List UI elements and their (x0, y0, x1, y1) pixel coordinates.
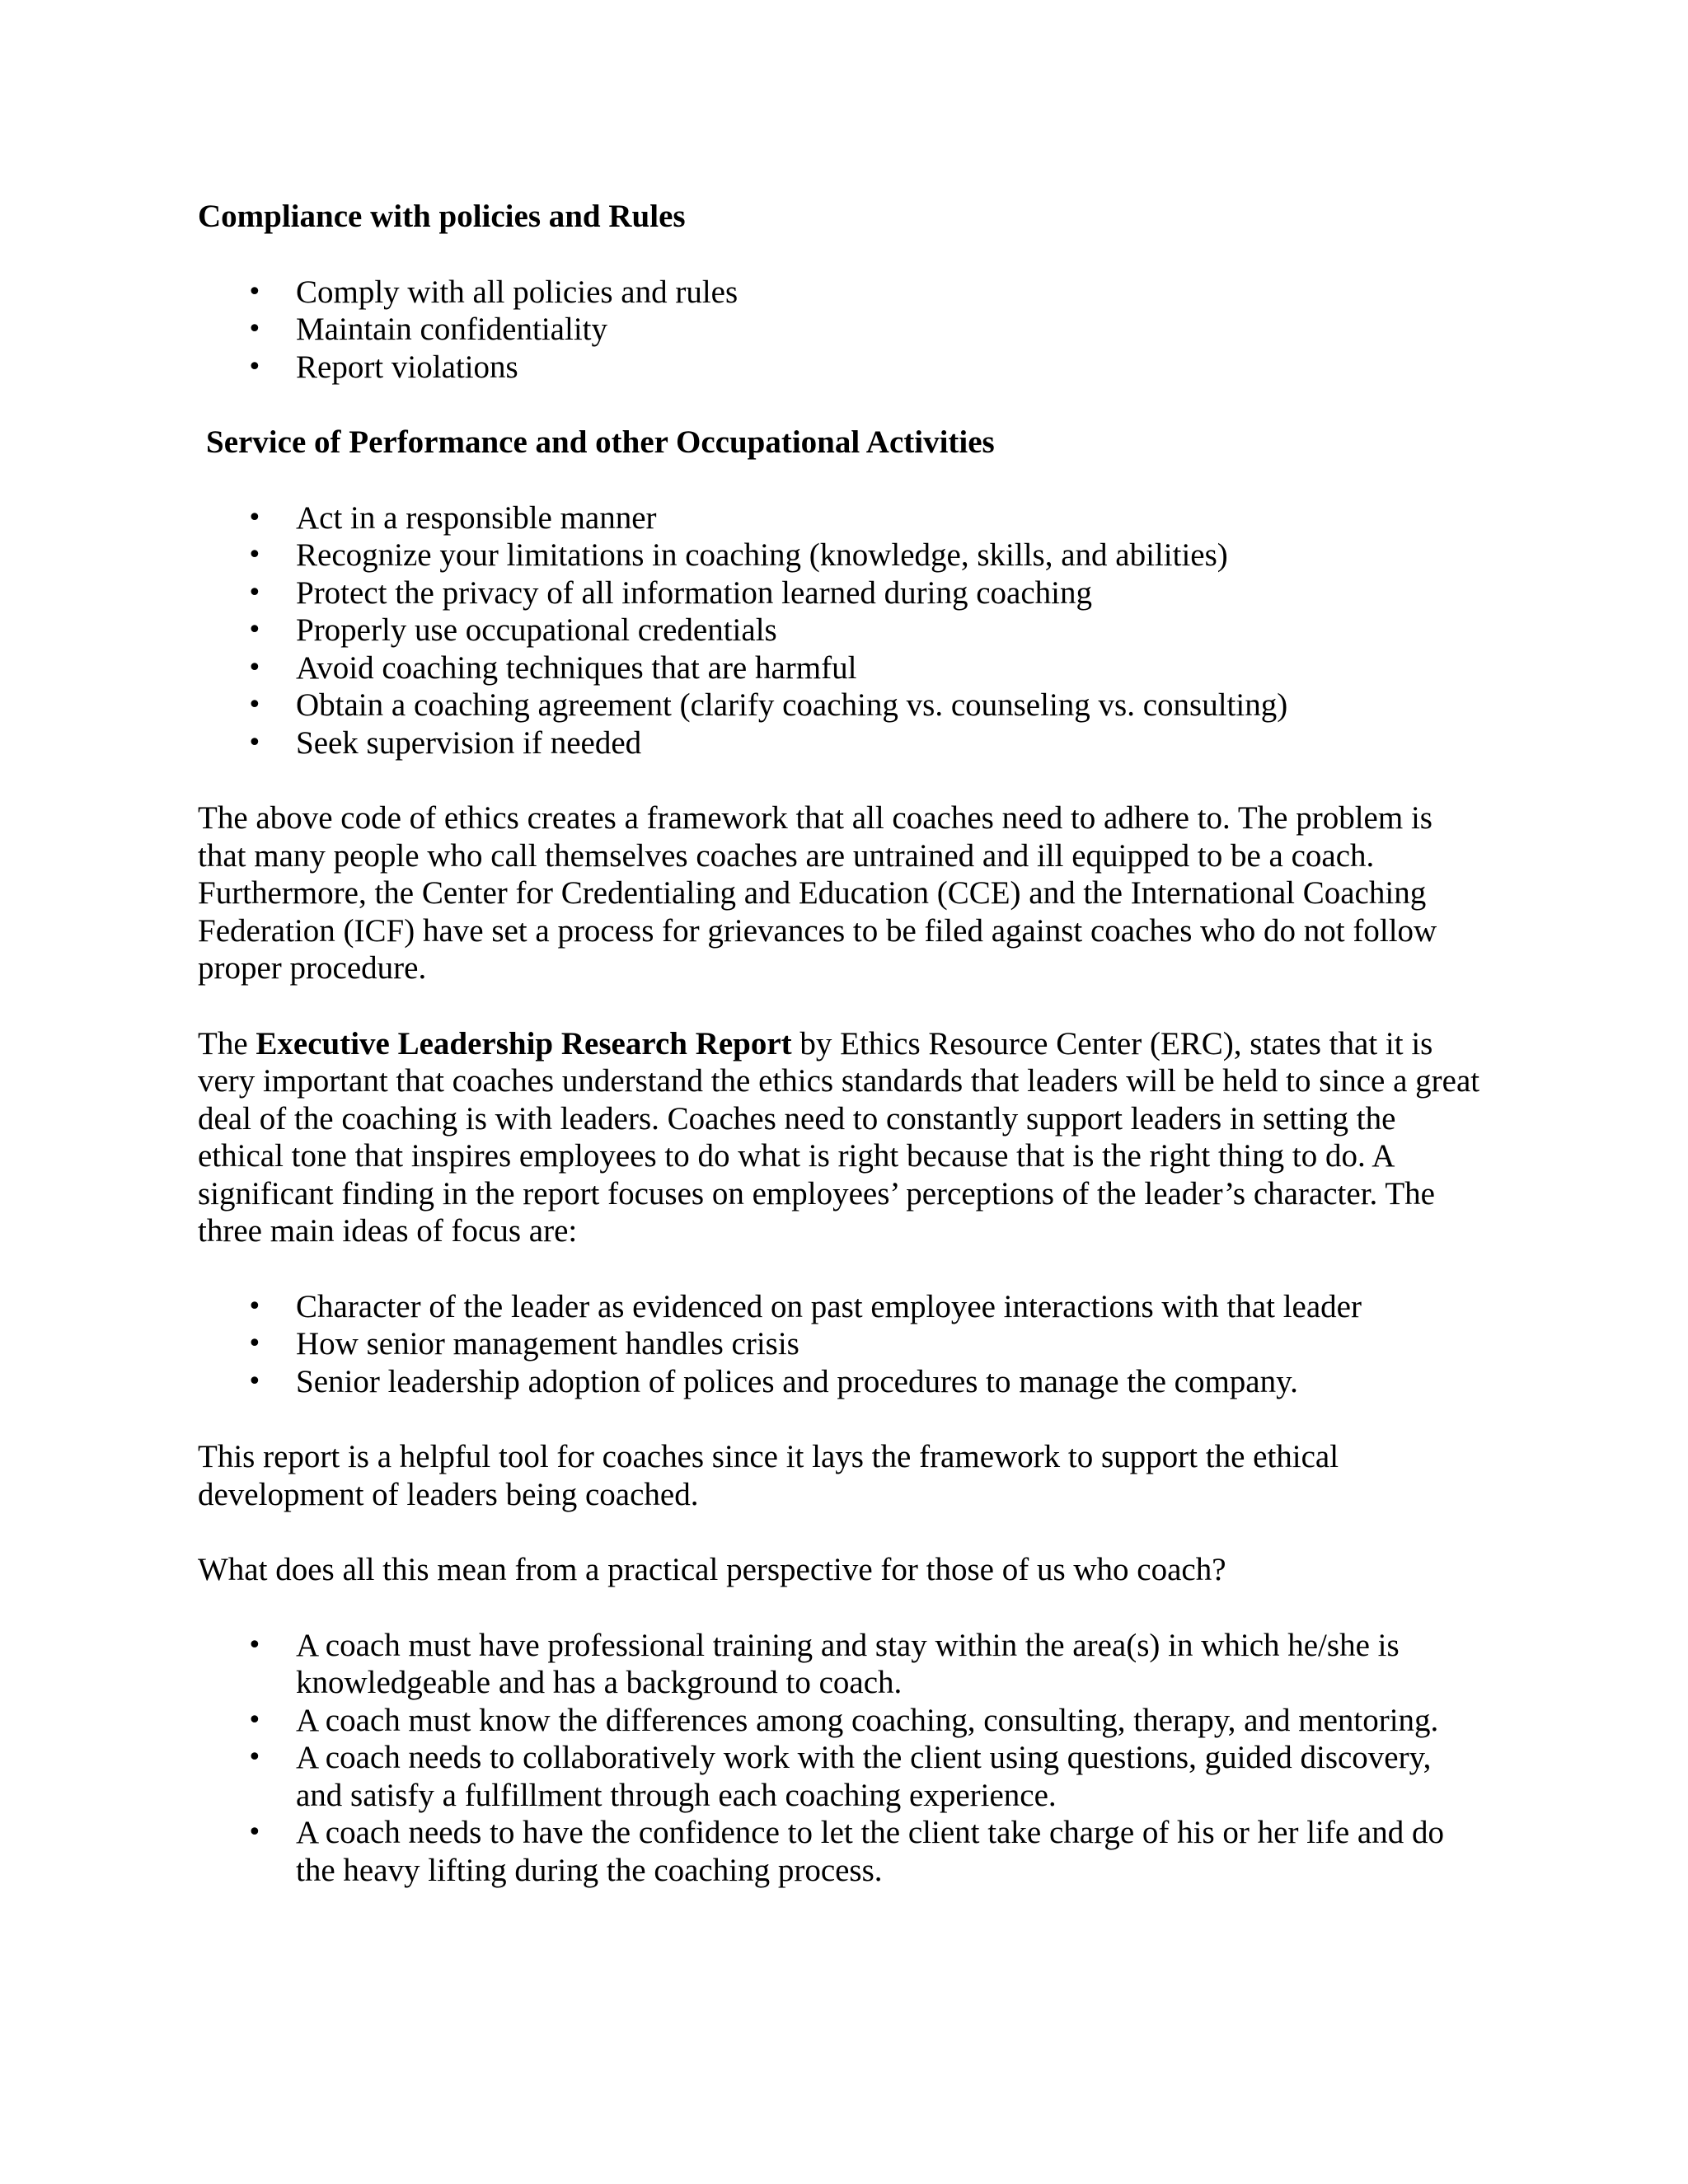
list-item: • A coach must know the differences among coaching, consulting, therapy, and mentoring. (198, 1702, 1484, 1740)
paragraph-text: The (198, 1025, 256, 1062)
paragraph-code-of-ethics: The above code of ethics creates a framework that all coaches need to adhere to. The problem is that many people who call themselves coaches are untrained and ill equipped to be a coach. Furthermore, the Center for Credentialing and Education (CCE) and the International Coaching Federation (ICF) have set a process for grievances to be filed against coaches who do not follow proper procedure. (198, 800, 1437, 986)
list-item: • Recognize your limitations in coaching (knowledge, skills, and abilities) (198, 537, 1484, 574)
paragraph-practical-question: What does all this mean from a practical perspective for those of us who coach? (198, 1552, 1226, 1587)
list-item: • A coach needs to collaboratively work with the client using questions, guided discovery, and satisfy a fulfillment through each coaching experience. (198, 1739, 1484, 1814)
list-item: • Act in a responsible manner (198, 499, 1484, 537)
compliance-list (198, 274, 1484, 387)
service-list (198, 499, 1484, 762)
paragraph-text: by Ethics Resource Center (ERC), states that it is very important that coaches understand the ethics standards that leaders will be held to since a great deal of the coaching is with leaders. Coaches need to constantly support leaders in setting the ethical tone that inspires employees to do what is right because that is the right thing to do. A significant finding in the report focuses on employees’ perceptions of the leader’s character. The three main ideas of focus are: (198, 1025, 1480, 1249)
list-item: • A coach needs to have the confidence to let the client take charge of his or her life and do the heavy lifting during the coaching process. (198, 1814, 1484, 1889)
list-item: • Comply with all policies and rules (198, 274, 1484, 312)
paragraph-helpful-tool: This report is a helpful tool for coaches since it lays the framework to support the ethical development of leaders being coached. (198, 1439, 1339, 1512)
list-item: • Protect the privacy of all information learned during coaching (198, 574, 1484, 612)
section-heading-service: Service of Performance and other Occupational Activities (206, 424, 995, 460)
list-item: • Senior leadership adoption of polices and procedures to manage the company. (198, 1363, 1484, 1401)
list-item: • How senior management handles crisis (198, 1325, 1484, 1363)
paragraph-erc-report (198, 1025, 1484, 1250)
list-item: • Maintain confidentiality (198, 311, 1484, 349)
list-item: • Properly use occupational credentials (198, 612, 1484, 649)
list-item: • Seek supervision if needed (198, 724, 1484, 762)
list-item: • Obtain a coaching agreement (clarify coaching vs. counseling vs. consulting) (198, 687, 1484, 724)
list-item: • Report violations (198, 349, 1484, 387)
list-item: • Avoid coaching techniques that are harmful (198, 649, 1484, 687)
list-item: • Character of the leader as evidenced on past employee interactions with that leader (198, 1288, 1484, 1326)
focus-list (198, 1288, 1484, 1401)
report-title: Executive Leadership Research Report (256, 1025, 792, 1062)
practical-list (198, 1627, 1484, 1890)
list-item: • A coach must have professional training and stay within the area(s) in which he/she is knowledgeable and has a background to coach. (198, 1627, 1484, 1702)
document-body (198, 198, 1484, 1889)
section-heading-compliance: Compliance with policies and Rules (198, 199, 686, 234)
